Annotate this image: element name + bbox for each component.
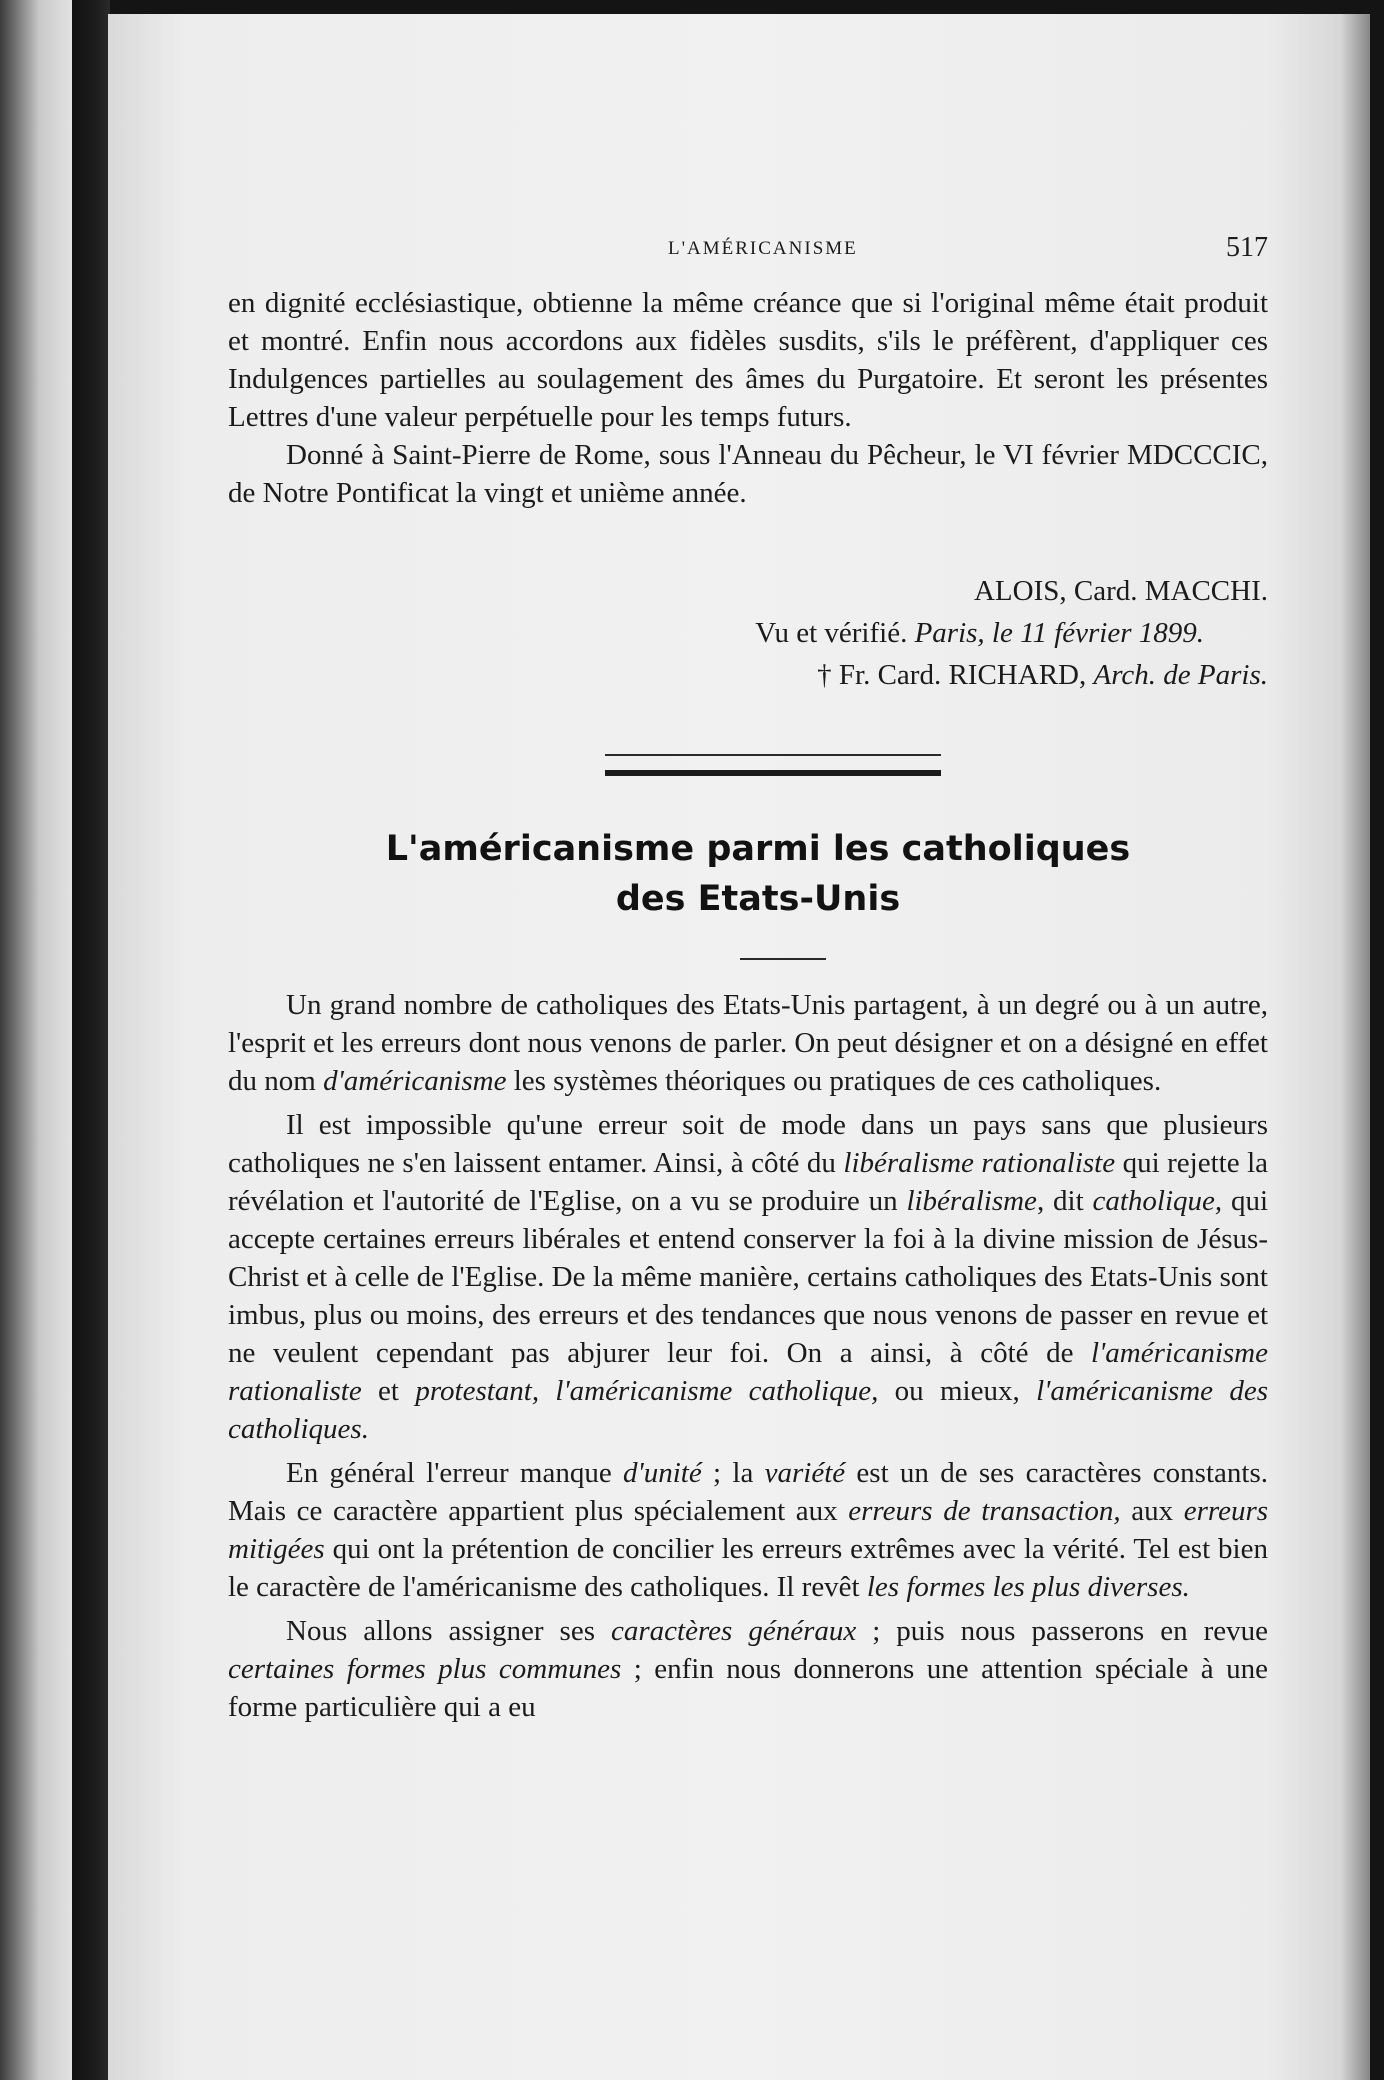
heading-line: L'américanisme parmi les catholiques <box>385 829 1131 869</box>
page <box>108 14 1370 2080</box>
body-text <box>228 986 1268 1732</box>
heading-line: des Etats-Unis <box>615 879 901 919</box>
running-head-title: L'AMÉRICANISME <box>668 238 858 259</box>
signature-line: † Fr. Card. RICHARD, Arch. de Paris. <box>817 659 1268 691</box>
divider-rule <box>605 754 941 756</box>
paragraph: Un grand nombre de catholiques des Etats-Unis partagent, à un degré ou à un autre, l'esprit et les erreurs dont nous venons de parler. On peut désigner et on a désigné en effet du nom d'américanisme les systèmes théoriques ou pratiques de ces catholiques. <box>228 989 1268 1097</box>
verification-line: Vu et vérifié. Paris, le 11 février 1899. <box>755 617 1204 649</box>
signature-line <box>228 570 1268 612</box>
section-heading <box>218 824 1298 924</box>
paragraph: Donné à Saint-Pierre de Rome, sous l'Anneau du Pêcheur, le VI février MDCCCIC, de Notre Pontificat la vingt et unième année. <box>228 439 1268 509</box>
facing-page-edge <box>0 0 72 2080</box>
paragraph: En général l'erreur manque d'unité ; la variété est un de ses caractères constants. Mais ce caractère appartient plus spécialement aux erreurs de transaction, aux erreurs mitigées qui ont la prétention de concilier les erreurs extrêmes avec la vérité. Tel est bien le caractère de l'américanisme des catholiques. Il revêt les formes les plus diverses. <box>228 1457 1269 1603</box>
page-number: 517 <box>1226 232 1268 263</box>
running-head <box>228 222 1268 262</box>
continued-text <box>228 284 1268 512</box>
signature-richard: † Fr. Card. RICHARD, <box>817 659 1087 691</box>
book-gutter <box>72 0 110 2080</box>
signature-macchi: ALOIS, Card. MACCHI. <box>973 575 1268 607</box>
page-edge-shadow <box>1340 14 1370 2080</box>
heading-underline <box>740 958 826 960</box>
paragraph: Il est impossible qu'une erreur soit de mode dans un pays sans que plusieurs catholiques ne s'en laissent entamer. Ainsi, à côté du libéralisme rationaliste qui rejette la révélation et l'autorité de l'Eglise, on a vu se produire un libéralisme, dit catholique, qui accepte certaines erreurs libérales et entend conserver la foi à la divine mission de Jésus-Christ et à celle de l'Eglise. De la même manière, certains catholiques des Etats-Unis sont imbus, plus ou moins, des erreurs et des tendances que nous venons de passer en revue et ne veulent cependant pas abjurer leur foi. On a ainsi, à côté de l'américanisme rationaliste et protestant, l'américanisme catholique, ou mieux, l'américanisme des catholiques. <box>228 1109 1269 1445</box>
signature-block <box>228 570 1268 696</box>
divider-rule-thick <box>605 770 941 776</box>
paragraph: Nous allons assigner ses caractères généraux ; puis nous passerons en revue certaines formes plus communes ; enfin nous donnerons une attention spéciale à une forme particulière qui a eu <box>228 1615 1268 1723</box>
paragraph: en dignité ecclésiastique, obtienne la même créance que si l'original même était produit et montré. Enfin nous accordons aux fidèles susdits, s'ils le préfèrent, d'appliquer ces Indulgences partielles au soulagement des âmes du Purgatoire. Et seront les présentes Lettres d'une valeur perpétuelle pour les temps futurs. <box>228 287 1268 433</box>
